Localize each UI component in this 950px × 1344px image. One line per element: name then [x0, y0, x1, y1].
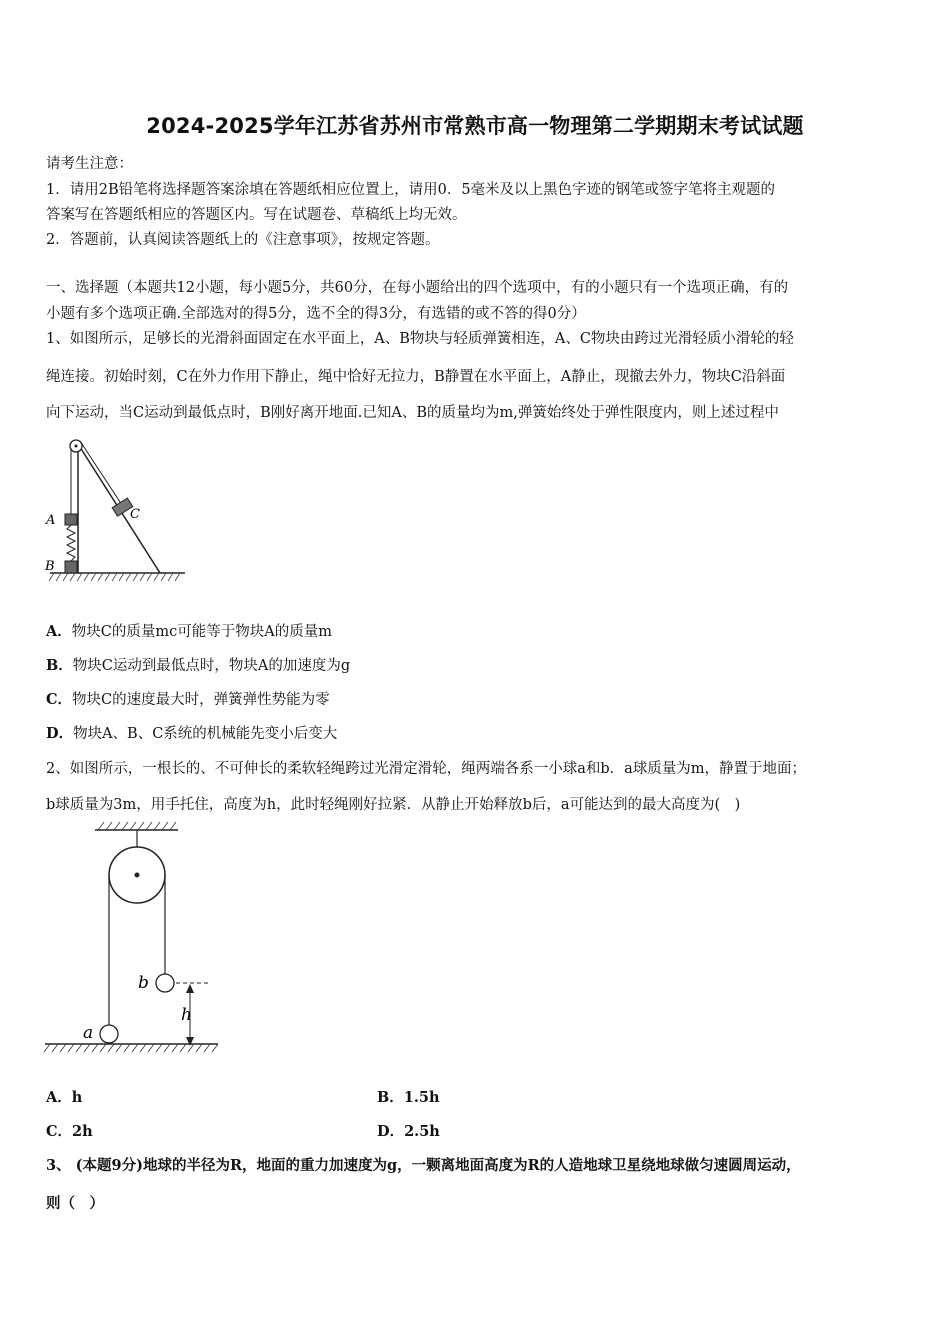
option-key: A． [46, 1089, 72, 1106]
notice-line: 2．答题前，认真阅读答题纸上的《注意事项》，按规定答题。 [46, 232, 440, 248]
option-key: B． [377, 1089, 404, 1106]
option-text: 物块C的速度最大时，弹簧弹性势能为零 [72, 692, 330, 708]
label-h: h [181, 1005, 192, 1025]
section-instructions: 小题有多个选项正确.全部选对的得5分，选不全的得3分，有选错的或不答的得0分） [46, 306, 586, 322]
option-text: 1.5h [403, 1089, 440, 1106]
question-1-figure [40, 432, 190, 584]
section-instructions: 一、选择题（本题共12小题，每小题5分，共60分，在每小题给出的四个选项中，有的小题只有一个选项正确，有的 [46, 280, 789, 296]
notice-line: 答案写在答题纸相应的答题区内。写在试题卷、草稿纸上均无效。 [46, 207, 467, 223]
notice-heading: 请考生注意： [46, 156, 133, 172]
option-text: h [71, 1089, 83, 1106]
option-key: B． [46, 657, 73, 674]
q1-option-a[interactable] [46, 620, 332, 641]
option-key: D． [377, 1123, 405, 1140]
question-1-text: 绳连接。初始时刻，C在外力作用下静止，绳中恰好无拉力，B静置在水平面上，A静止，现撤去外力，物块C沿斜面 [46, 369, 786, 385]
notice-line: 1．请用2B铅笔将选择题答案涂填在答题纸相应位置上，请用0．5毫米及以上黑色字迹的钢笔或签字笔将主观题的 [46, 182, 776, 198]
q1-option-d[interactable] [46, 722, 337, 743]
q2-option-b[interactable] [377, 1086, 440, 1107]
option-key: A． [46, 623, 72, 640]
question-2-text: b球质量为3m，用手托住，高度为h，此时轻绳刚好拉紧．从静止开始释放b后，a可能达到的最大高度为( ) [46, 797, 741, 813]
q2-option-a[interactable] [46, 1086, 82, 1107]
option-text: 物块C运动到最低点时，物块A的加速度为g [72, 658, 351, 674]
option-key: C． [46, 691, 73, 708]
page-title: 2024-2025学年江苏省苏州市常熟市高一物理第二学期期末考试试题 [146, 114, 804, 138]
label-b: b [138, 973, 149, 993]
label-C: C [130, 507, 140, 522]
label-A: A [46, 513, 56, 528]
question-1-text: 向下运动，当C运动到最低点时，B刚好离开地面.已知A、B的质量均为m,弹簧始终处于弹性限度内，则上述过程中 [46, 405, 779, 421]
option-key: C． [46, 1123, 73, 1140]
option-text: 2.5h [404, 1123, 440, 1140]
q2-option-c[interactable] [46, 1120, 93, 1141]
label-B: B [45, 559, 55, 574]
question-2-figure [40, 818, 225, 1063]
question-3-text: 3、 (本题9分)地球的半径为R，地面的重力加速度为g，一颗离地面高度为R的人造地球卫星绕地球做匀速圆周运动， [46, 1157, 801, 1174]
label-a: a [83, 1023, 94, 1043]
option-key: D． [46, 725, 74, 742]
question-3-text: 则（ ） [46, 1195, 104, 1212]
option-text: 物块A、B、C系统的机械能先变小后变大 [73, 726, 338, 742]
option-text: 2h [72, 1123, 93, 1140]
option-text: 物块C的质量mc可能等于物块A的质量m [71, 624, 332, 640]
question-1-text: 1、如图所示，足够长的光滑斜面固定在水平面上，A、B物块与轻质弹簧相连，A、C物块由跨过光滑轻质小滑轮的轻 [46, 331, 794, 347]
q1-option-b[interactable] [46, 654, 350, 675]
question-2-text: 2、如图所示，一根长的、不可伸长的柔软轻绳跨过光滑定滑轮，绳两端各系一小球a和b．a球质量为m，静置于地面； [46, 761, 807, 777]
q2-option-d[interactable] [377, 1120, 440, 1141]
q1-option-c[interactable] [46, 688, 330, 709]
